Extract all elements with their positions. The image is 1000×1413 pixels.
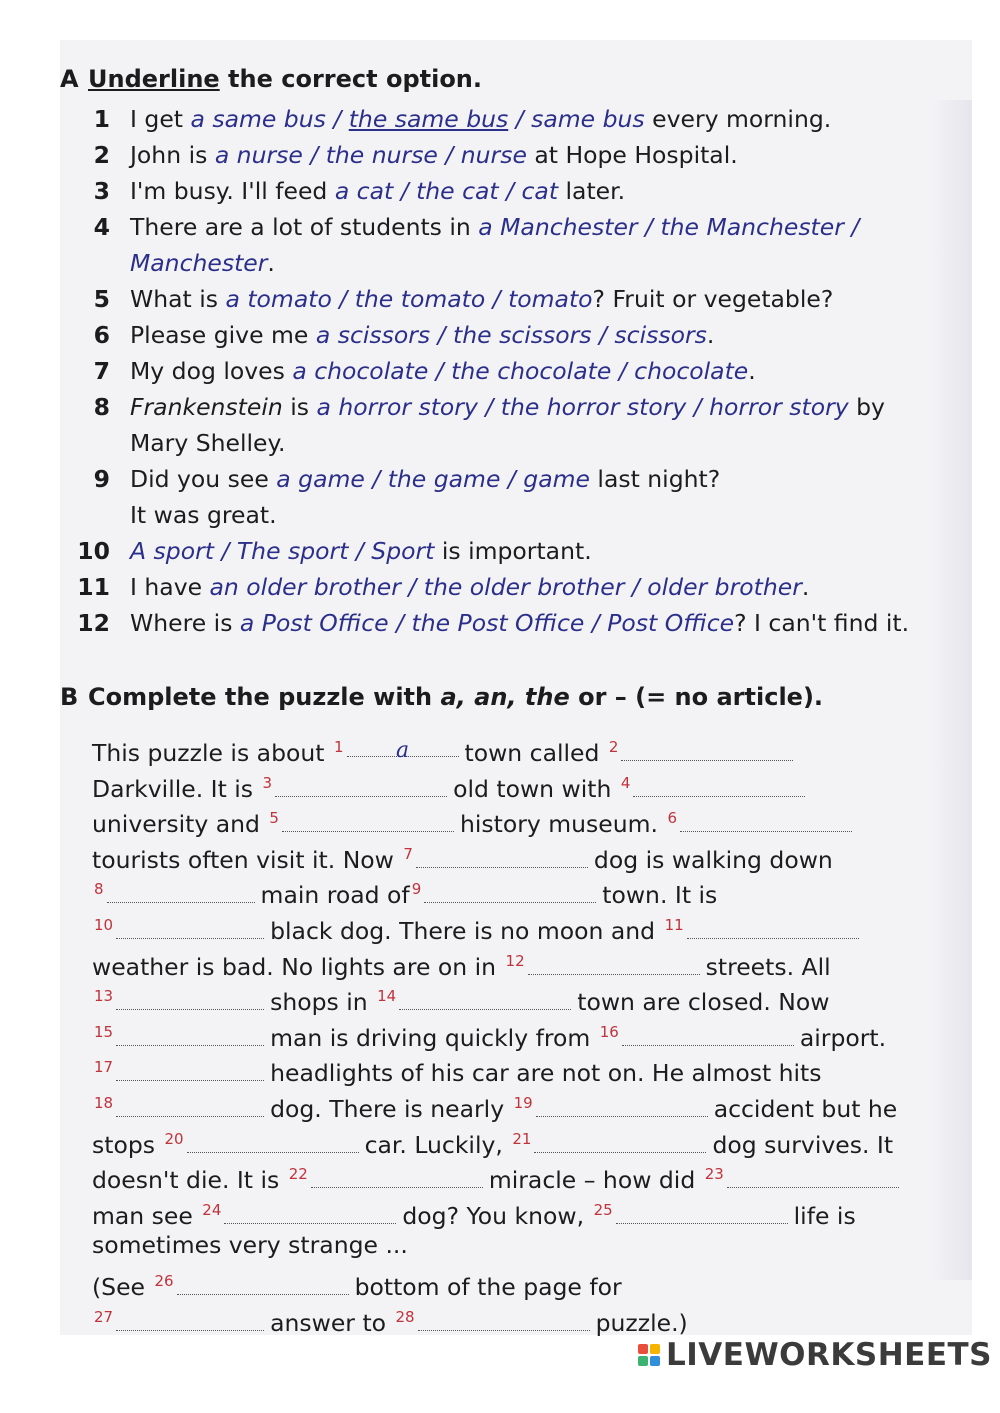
puzzle-text: streets. All [705, 952, 831, 981]
question-text-continued [130, 246, 275, 281]
answer-options: an older brother / the older brother / older brother [209, 573, 802, 601]
question-text [130, 102, 831, 137]
liveworksheets-logo-icon [638, 1344, 660, 1366]
puzzle-text: dog? You know, [402, 1201, 592, 1230]
answer-gap-19[interactable] [536, 1096, 708, 1117]
option-choice[interactable]: the tomato [354, 285, 486, 313]
answer-gap-9[interactable] [424, 882, 596, 903]
option-choice[interactable]: an older brother [209, 573, 401, 601]
logo-square-green [638, 1356, 648, 1366]
puzzle-text: accident but he [713, 1095, 898, 1123]
question-text [130, 210, 859, 245]
section-b-title-post: or – (= no article). [569, 683, 824, 711]
option-choice[interactable]: Post Office [607, 609, 735, 637]
option-choice[interactable]: scissors [614, 321, 707, 349]
worksheet-page [60, 40, 972, 1335]
question-number: 10 [77, 537, 110, 565]
answer-gap-11[interactable] [687, 918, 859, 939]
option-choice[interactable]: the scissors [453, 321, 592, 349]
section-a-title-underlined: Underline [88, 65, 220, 93]
question-number: 7 [93, 357, 110, 385]
section-a-letter: A [60, 65, 79, 93]
answer-gap-14[interactable] [399, 989, 571, 1010]
puzzle-text: dog is walking down [593, 845, 833, 874]
puzzle-text: town. It is [602, 881, 718, 910]
answer-gap-6[interactable] [680, 811, 852, 832]
puzzle-text: main road of [260, 881, 410, 910]
option-choice[interactable]: the horror story [500, 393, 687, 421]
question-text [130, 282, 833, 317]
puzzle-text: town are closed. Now [577, 988, 830, 1017]
gap-number: 13 [94, 987, 114, 1006]
puzzle-text: miracle – how did [488, 1166, 703, 1195]
gap-number: 2 [608, 738, 619, 756]
gap-number: 1 [333, 738, 344, 756]
section-b-letter: B [60, 683, 79, 711]
answer-gap-22[interactable] [311, 1167, 483, 1188]
logo-square-yellow [650, 1344, 660, 1354]
gap-number: 23 [704, 1165, 724, 1184]
gap-number: 18 [94, 1094, 114, 1112]
option-choice[interactable]: a chocolate [292, 357, 429, 385]
option-choice[interactable]: the cat [416, 177, 499, 205]
question-text [130, 462, 720, 497]
answer-gap-4[interactable] [633, 776, 805, 797]
answer-gap-2[interactable] [621, 740, 793, 761]
question-prefix: Where is [130, 609, 240, 637]
option-choice[interactable]: horror story [709, 393, 849, 421]
section-a-heading [60, 64, 482, 94]
answer-options: a nurse / the nurse / nurse [214, 141, 527, 169]
option-choice[interactable]: a cat [334, 177, 394, 205]
question-number: 1 [93, 105, 110, 133]
answer-gap-1[interactable] [347, 736, 459, 763]
puzzle-text: puzzle.) [595, 1308, 688, 1337]
gap-number: 9 [411, 880, 422, 899]
answer-options: a game / the game / game [276, 465, 590, 493]
question-number: 2 [93, 141, 110, 169]
gap-number: 16 [599, 1022, 619, 1041]
option-choice[interactable]: game [523, 465, 590, 493]
answer-gap-24[interactable] [224, 1203, 396, 1224]
liveworksheets-logo [638, 1337, 992, 1373]
puzzle-text: dog survives. It [712, 1130, 894, 1159]
option-choice[interactable]: the nurse [325, 141, 438, 169]
option-choice[interactable]: older brother [647, 573, 802, 601]
puzzle-text: man is driving quickly from [270, 1023, 598, 1052]
answer-gap-13[interactable] [116, 989, 264, 1010]
gap-number: 5 [269, 809, 279, 828]
option-choice[interactable]: cat [521, 177, 559, 205]
question-prefix: Did you see [130, 465, 277, 493]
question-suffix: last night? [589, 465, 721, 493]
puzzle-text: man see [92, 1201, 201, 1230]
question-text [130, 318, 714, 353]
puzzle-text: town called [464, 739, 607, 767]
question-suffix: . [706, 321, 715, 349]
logo-square-blue [650, 1356, 660, 1366]
question-suffix: later. [558, 177, 626, 205]
option-choice[interactable]: nurse [460, 141, 527, 169]
puzzle-text: (See [92, 1273, 153, 1301]
answer-gap-17[interactable] [116, 1060, 264, 1081]
question-suffix: by [848, 393, 885, 421]
answer-gap-28[interactable] [418, 1310, 590, 1331]
question-suffix: every morning. [644, 105, 832, 133]
puzzle-text: tourists often visit it. Now [92, 845, 402, 874]
puzzle-text: This puzzle is about [92, 739, 332, 767]
book-title: Frankenstein [130, 393, 283, 421]
answer-gap-8[interactable] [107, 882, 255, 903]
gap-number: 22 [288, 1165, 308, 1184]
question-prefix: My dog loves [130, 357, 293, 385]
question-prefix: I have [130, 573, 210, 601]
answer-options [130, 249, 267, 277]
gap-number: 7 [403, 844, 413, 863]
puzzle-text: airport. [799, 1023, 887, 1052]
question-suffix: is important. [434, 537, 592, 565]
question-number: 12 [77, 609, 110, 637]
option-choice[interactable]: a tomato [225, 285, 332, 313]
question-number: 9 [93, 465, 110, 493]
question-prefix: What is [130, 285, 226, 313]
brand-name: LIVEWORKSHEETS [666, 1337, 992, 1373]
answer-gap-10[interactable] [116, 918, 264, 939]
answer-gap-20[interactable] [187, 1132, 359, 1153]
section-a-title-rest: the correct option. [219, 65, 483, 93]
question-prefix: I get [130, 105, 191, 133]
question-text [130, 534, 592, 569]
question-line2: It was great. [130, 501, 277, 529]
option-choice[interactable]: the same bus [348, 105, 509, 133]
puzzle-text: doesn't die. It is [92, 1166, 287, 1195]
question-prefix: is [282, 393, 317, 421]
option-choice[interactable]: the chocolate [451, 357, 612, 385]
question-text [130, 354, 756, 389]
option-choice[interactable]: a Post Office [239, 609, 389, 637]
answer-options: a chocolate / the chocolate / chocolate [292, 357, 749, 385]
answer-gap-7[interactable] [416, 847, 588, 868]
puzzle-text: life is [793, 1201, 856, 1230]
gap-number: 20 [164, 1129, 184, 1148]
question-suffix: . [748, 357, 756, 385]
option-choice[interactable]: A sport [130, 537, 214, 565]
gap-number: 6 [667, 809, 677, 828]
section-b-title-pre: Complete the puzzle with [88, 683, 441, 711]
puzzle-text: car. Luckily, [364, 1130, 511, 1159]
option-choice[interactable]: Manchester [130, 249, 268, 277]
answer-gap-23[interactable] [727, 1167, 899, 1188]
question-text-continued [130, 426, 286, 461]
gap-number: 28 [395, 1307, 415, 1326]
puzzle-text: stops [92, 1130, 163, 1159]
question-number: 8 [93, 393, 110, 421]
gap-number: 8 [94, 880, 104, 899]
section-b-heading [60, 682, 823, 712]
question-prefix: There are a lot of students in [130, 213, 479, 241]
answer-gap-15[interactable] [116, 1025, 264, 1046]
question-suffix: . [801, 573, 810, 601]
question-number: 4 [93, 213, 110, 241]
answer-options: a cat / the cat / cat [334, 177, 559, 205]
answer-gap-16[interactable] [622, 1025, 794, 1046]
puzzle-text: Darkville. It is [92, 774, 261, 803]
question-line2: Mary Shelley. [130, 429, 286, 457]
answer-gap-21[interactable] [534, 1132, 706, 1153]
gap-number: 10 [94, 916, 114, 934]
question-text [130, 174, 625, 209]
answer-gap-18[interactable] [116, 1096, 264, 1117]
answer-gap-12[interactable] [528, 954, 700, 975]
question-number: 11 [77, 573, 110, 601]
answer-gap-27[interactable] [116, 1310, 264, 1331]
answer-options: A sport / The sport / Sport [130, 537, 435, 565]
puzzle-text: university and [92, 810, 268, 839]
puzzle-text: answer to [270, 1308, 394, 1337]
gap-number: 25 [593, 1200, 613, 1219]
section-b-title-italic: a, an, the [440, 683, 570, 711]
answer-options: a horror story / the horror story / horror story [316, 393, 849, 421]
puzzle-text: sometimes very strange ... [92, 1231, 408, 1260]
answer-options: a Manchester / the Manchester / [478, 213, 860, 241]
gap-number: 14 [377, 987, 397, 1006]
gap-number: 19 [513, 1094, 533, 1112]
puzzle-text: old town with [453, 774, 619, 803]
puzzle-line [92, 1228, 408, 1264]
question-text [130, 138, 738, 173]
puzzle-text: bottom of the page for [354, 1273, 622, 1301]
option-choice[interactable]: a Manchester [478, 213, 638, 241]
question-number: 6 [93, 321, 110, 349]
gap-number: 17 [94, 1058, 114, 1077]
option-choice[interactable]: a horror story [316, 393, 478, 421]
gap-number: 11 [664, 916, 684, 934]
answer-gap-5[interactable] [282, 811, 454, 832]
puzzle-text: shops in [270, 988, 376, 1017]
puzzle-text: black dog. There is no moon and [270, 917, 663, 945]
answer-gap-3[interactable] [275, 776, 447, 797]
answer-options: a tomato / the tomato / tomato [225, 285, 593, 313]
option-choice[interactable]: the Manchester [660, 213, 844, 241]
gap-number: 24 [202, 1200, 222, 1219]
option-choice[interactable]: tomato [508, 285, 593, 313]
gap-number: 3 [262, 773, 273, 792]
gap-number: 12 [505, 951, 525, 970]
example-answer: a [395, 738, 410, 763]
gap-number: 4 [620, 773, 631, 792]
question-number: 5 [93, 285, 110, 313]
puzzle-text: history museum. [459, 810, 666, 839]
gap-number: 26 [154, 1272, 174, 1290]
option-choice[interactable]: Sport [371, 537, 435, 565]
question-suffix: . [267, 249, 275, 277]
option-choice[interactable]: a game [276, 465, 365, 493]
option-choice[interactable]: a same bus [190, 105, 326, 133]
logo-square-red [638, 1344, 648, 1354]
option-choice[interactable]: the Post Office [411, 609, 585, 637]
puzzle-text: headlights of his car are not on. He almost hits [270, 1059, 822, 1088]
question-text [130, 570, 809, 605]
option-choice[interactable]: a nurse [214, 141, 303, 169]
question-suffix: at Hope Hospital. [526, 141, 738, 169]
question-number: 3 [93, 177, 110, 205]
answer-gap-25[interactable] [616, 1203, 788, 1224]
puzzle-text: dog. There is nearly [270, 1095, 512, 1123]
question-text-continued [130, 498, 277, 533]
puzzle-line [92, 1300, 688, 1342]
question-text [130, 606, 909, 641]
option-choice[interactable]: the game [387, 465, 501, 493]
question-suffix: ? I can't find it. [734, 609, 910, 637]
option-choice[interactable]: same bus [531, 105, 645, 133]
question-prefix: I'm busy. I'll feed [130, 177, 335, 205]
question-text [130, 390, 885, 425]
answer-options: a scissors / the scissors / scissors [315, 321, 707, 349]
option-choice[interactable]: The sport [236, 537, 349, 565]
answer-options: a Post Office / the Post Office / Post Office [239, 609, 735, 637]
answer-gap-26[interactable] [177, 1274, 349, 1295]
gap-number: 15 [94, 1022, 114, 1041]
gap-number: 21 [512, 1129, 532, 1148]
question-prefix: John is [130, 141, 215, 169]
option-choice[interactable]: chocolate [634, 357, 749, 385]
question-suffix: ? Fruit or vegetable? [592, 285, 834, 313]
gap-number: 27 [94, 1307, 114, 1326]
option-choice[interactable]: the older brother [423, 573, 625, 601]
option-choice[interactable]: a scissors [315, 321, 431, 349]
question-prefix: Please give me [130, 321, 316, 349]
answer-options: a same bus / the same bus / same bus [190, 105, 645, 133]
puzzle-text: weather is bad. No lights are on in [92, 952, 504, 981]
